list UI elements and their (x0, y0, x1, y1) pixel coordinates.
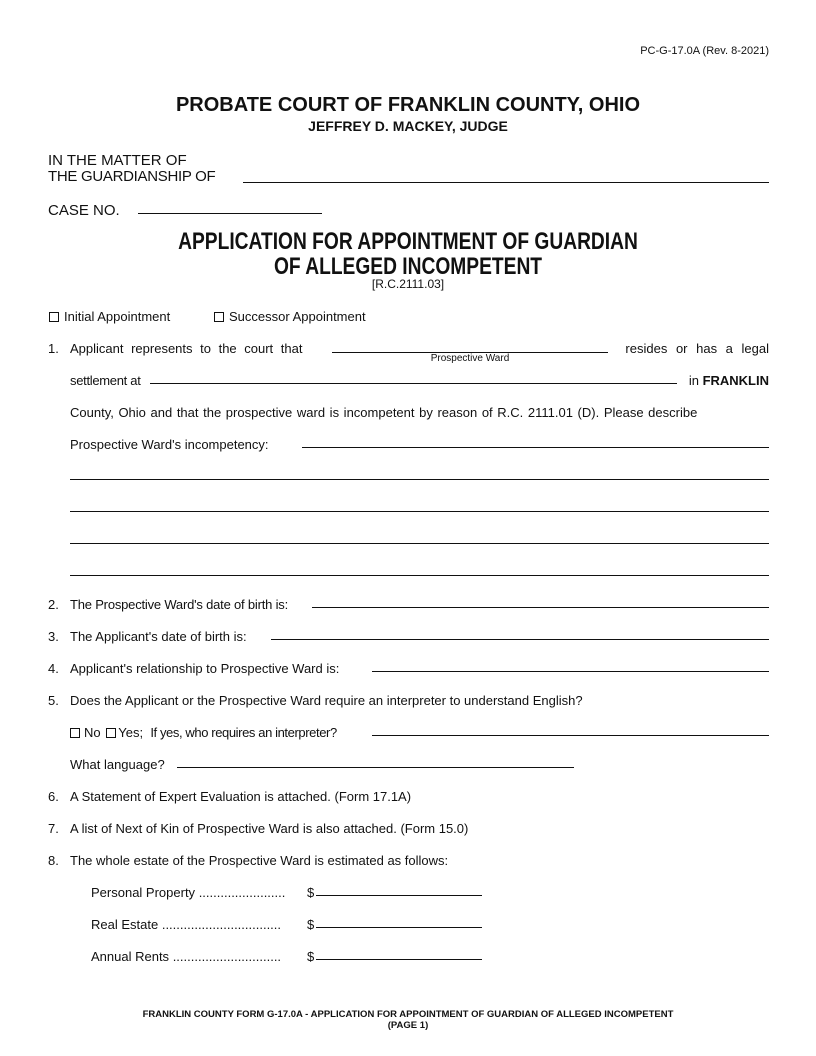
item-number: 8. (48, 853, 59, 868)
estate-text: The whole estate of the Prospective Ward is estimated as follows: (70, 853, 449, 868)
personal-property-field[interactable] (316, 895, 482, 896)
item1-text-b: resides or has a legal (625, 341, 769, 356)
item-number: 6. (48, 789, 59, 804)
estate-label (91, 886, 285, 899)
initial-appointment-checkbox[interactable] (49, 312, 59, 322)
item-number: 7. (48, 821, 59, 836)
language-field[interactable] (177, 767, 574, 768)
currency-symbol: $ (307, 949, 315, 964)
item-number: 1. (48, 341, 59, 356)
item-number: 3. (48, 629, 59, 644)
item1-county-label (689, 374, 769, 387)
matter-label: IN THE MATTER OF (48, 152, 187, 169)
incompetency-field-line[interactable] (70, 479, 769, 480)
interpreter-person-field[interactable] (372, 735, 769, 736)
yes-checkbox[interactable] (106, 728, 116, 738)
estate-label-text: Real Estate (91, 917, 159, 932)
who-requires-label: If yes, who requires an interpreter? (150, 725, 337, 740)
ward-dob-label: The Prospective Ward's date of birth is: (70, 597, 288, 612)
relationship-label: Applicant's relationship to Prospective Ward is: (70, 661, 340, 676)
initial-appointment-option[interactable] (49, 310, 170, 323)
leader-dots: ........................ (198, 885, 286, 900)
incompetency-field[interactable] (302, 447, 769, 448)
item-number: 2. (48, 597, 59, 612)
in-label: in (688, 373, 699, 388)
expert-evaluation-text: A Statement of Expert Evaluation is attached. (Form 17.1A) (70, 789, 412, 804)
incompetency-field-line[interactable] (70, 511, 769, 512)
applicant-dob-field[interactable] (271, 639, 769, 640)
statute-reference: [R.C.2111.03] (371, 277, 445, 291)
successor-appointment-option[interactable] (214, 310, 366, 323)
yes-label: Yes; (118, 725, 144, 740)
franklin-label: FRANKLIN (702, 373, 769, 388)
item1-text-a: Applicant represents to the court that (70, 341, 303, 356)
case-no-label: CASE NO. (48, 202, 120, 219)
case-no-field[interactable] (138, 213, 322, 214)
guardianship-name-field[interactable] (243, 182, 769, 183)
successor-appointment-checkbox[interactable] (214, 312, 224, 322)
incompetency-field-line[interactable] (70, 575, 769, 576)
form-number: PC-G-17.0A (Rev. 8-2021) (640, 45, 769, 57)
estate-label (91, 950, 281, 963)
document-title-line2: OF ALLEGED INCOMPETENT (273, 253, 543, 280)
leader-dots: .............................. (172, 949, 282, 964)
currency-symbol: $ (307, 917, 315, 932)
judge-name: JEFFREY D. MACKEY, JUDGE (308, 118, 508, 134)
initial-appointment-label: Initial Appointment (64, 309, 171, 324)
item1-settlement-label: settlement at (70, 373, 141, 388)
item-number: 4. (48, 661, 59, 676)
no-label: No (84, 725, 101, 740)
relationship-field[interactable] (372, 671, 769, 672)
currency-symbol: $ (307, 885, 315, 900)
document-title-line1: APPLICATION FOR APPOINTMENT OF GUARDIAN (178, 228, 638, 255)
incompetency-field-line[interactable] (70, 543, 769, 544)
item-number: 5. (48, 693, 59, 708)
annual-rents-field[interactable] (316, 959, 482, 960)
estate-label (91, 918, 281, 931)
next-of-kin-text: A list of Next of Kin of Prospective Ward is also attached. (Form 15.0) (70, 821, 469, 836)
interpreter-question: Does the Applicant or the Prospective Ward require an interpreter to understand English? (70, 693, 583, 708)
incompetency-label: Prospective Ward's incompetency: (70, 437, 269, 452)
leader-dots: ................................. (161, 917, 282, 932)
footer-form-title: FRANKLIN COUNTY FORM G-17.0A - APPLICATION FOR APPOINTMENT OF GUARDIAN OF ALLEGED INCOMPETENT (142, 1009, 674, 1020)
successor-appointment-label: Successor Appointment (229, 309, 366, 324)
no-checkbox[interactable] (70, 728, 80, 738)
interpreter-options (70, 726, 337, 739)
item1-text-f: County, Ohio and that the prospective ward is incompetent by reason of R.C. 2111.01 (D). Please describe (70, 405, 698, 420)
real-estate-field[interactable] (316, 927, 482, 928)
language-label: What language? (70, 757, 165, 772)
prospective-ward-caption: Prospective Ward (430, 353, 510, 364)
footer-page-number: (PAGE 1) (387, 1020, 429, 1031)
estate-label-text: Personal Property (91, 885, 196, 900)
ward-dob-field[interactable] (312, 607, 769, 608)
court-title: PROBATE COURT OF FRANKLIN COUNTY, OHIO (175, 94, 641, 116)
applicant-dob-label: The Applicant's date of birth is: (70, 629, 247, 644)
settlement-address-field[interactable] (150, 383, 677, 384)
guardianship-label: THE GUARDIANSHIP OF (48, 168, 216, 185)
estate-label-text: Annual Rents (91, 949, 170, 964)
